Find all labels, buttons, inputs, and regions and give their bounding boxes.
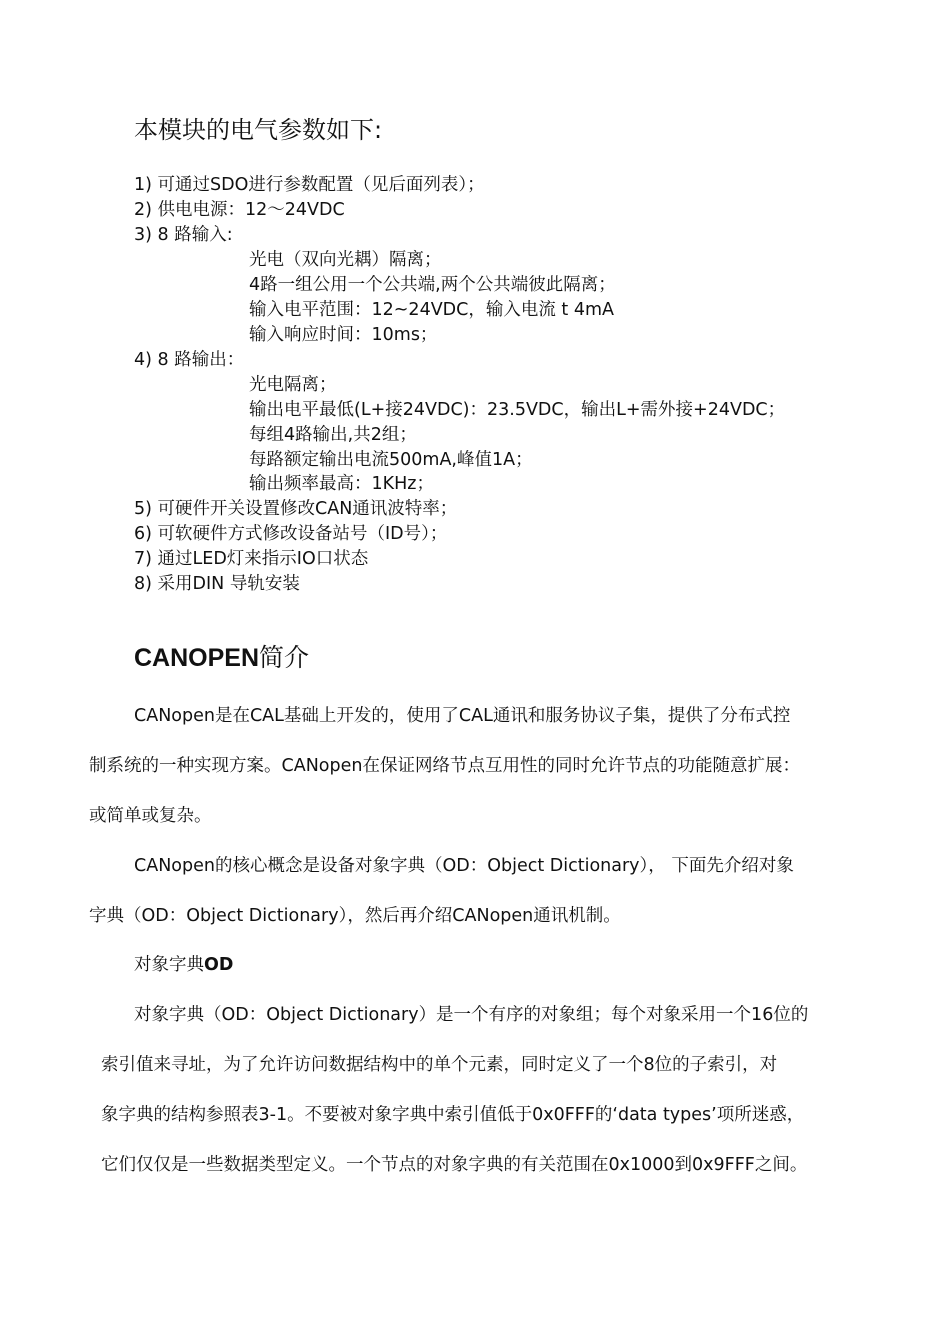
list-subitem: 输出电平最低(L+接24VDC)：23.5VDC，输出L+需外接+24VDC； xyxy=(249,400,786,420)
paragraph-line: CANopen是在CAL基础上开发的，使用了CAL通讯和服务协议子集，提供了分布式控 xyxy=(134,706,791,726)
section-title-rest: 简介 xyxy=(259,643,310,672)
list-item: 2) 供电电源：12～24VDC xyxy=(134,200,345,220)
list-subitem: 光电隔离； xyxy=(249,375,337,395)
paragraph-line: 字典（OD：Object Dictionary），然后再介绍CANopen通讯机制。 xyxy=(89,906,621,926)
list-subitem: 输出频率最高：1KHz； xyxy=(249,474,434,494)
list-subitem: 每路额定输出电流500mA,峰值1A； xyxy=(249,450,533,470)
list-item: 7) 通过LED灯来指示IO口状态 xyxy=(134,549,369,569)
paragraph-line: 对象字典（OD：Object Dictionary）是一个有序的对象组；每个对象采用一个16位的 xyxy=(134,1005,809,1025)
od-heading-prefix: 对象字典 xyxy=(134,955,204,975)
list-subitem: 输入电平范围：12~24VDC，输入电流 t 4mA xyxy=(249,300,615,320)
paragraph-line: 或简单或复杂。 xyxy=(89,806,212,826)
paragraph-line: 索引值来寻址，为了允许访问数据结构中的单个元素，同时定义了一个8位的子索引，对 xyxy=(101,1055,778,1075)
section-title xyxy=(134,638,309,674)
list-item: 6) 可软硬件方式修改设备站号（ID号）； xyxy=(134,524,448,544)
paragraph-line: 制系统的一种实现方案。CANopen在保证网络节点互用性的同时允许节点的功能随意扩展： xyxy=(89,756,800,776)
list-subitem: 每组4路输出,共2组； xyxy=(249,425,417,445)
paragraph-line: CANopen的核心概念是设备对象字典（OD：Object Dictionary）， 下面先介绍对象 xyxy=(134,856,794,876)
od-heading xyxy=(134,951,233,976)
list-subitem: 4路一组公用一个公共端,两个公共端彼此隔离； xyxy=(249,275,616,295)
list-item: 5) 可硬件开关设置修改CAN通讯波特率； xyxy=(134,499,458,519)
list-subitem: 光电（双向光耦）隔离； xyxy=(249,250,442,270)
page-heading: 本模块的电气参数如下: xyxy=(134,116,383,144)
paragraph-line: 它们仅仅是一些数据类型定义。一个节点的对象字典的有关范围在0x1000到0x9FFF之间。 xyxy=(101,1155,808,1175)
list-subitem: 输入响应时间：10ms； xyxy=(249,325,438,345)
list-item: 3) 8 路输入: xyxy=(134,225,233,245)
list-item: 1) 可通过SDO进行参数配置（见后面列表）； xyxy=(134,175,485,195)
section-title-bold: CANOPEN xyxy=(134,644,260,672)
paragraph-line: 象字典的结构参照表3-1。不要被对象字典中索引值低于0x0FFF的‘data types’项所迷惑， xyxy=(101,1105,805,1125)
list-item: 4) 8 路输出： xyxy=(134,350,245,370)
od-heading-bold: OD xyxy=(204,955,234,975)
list-item: 8) 采用DIN 导轨安装 xyxy=(134,574,300,594)
